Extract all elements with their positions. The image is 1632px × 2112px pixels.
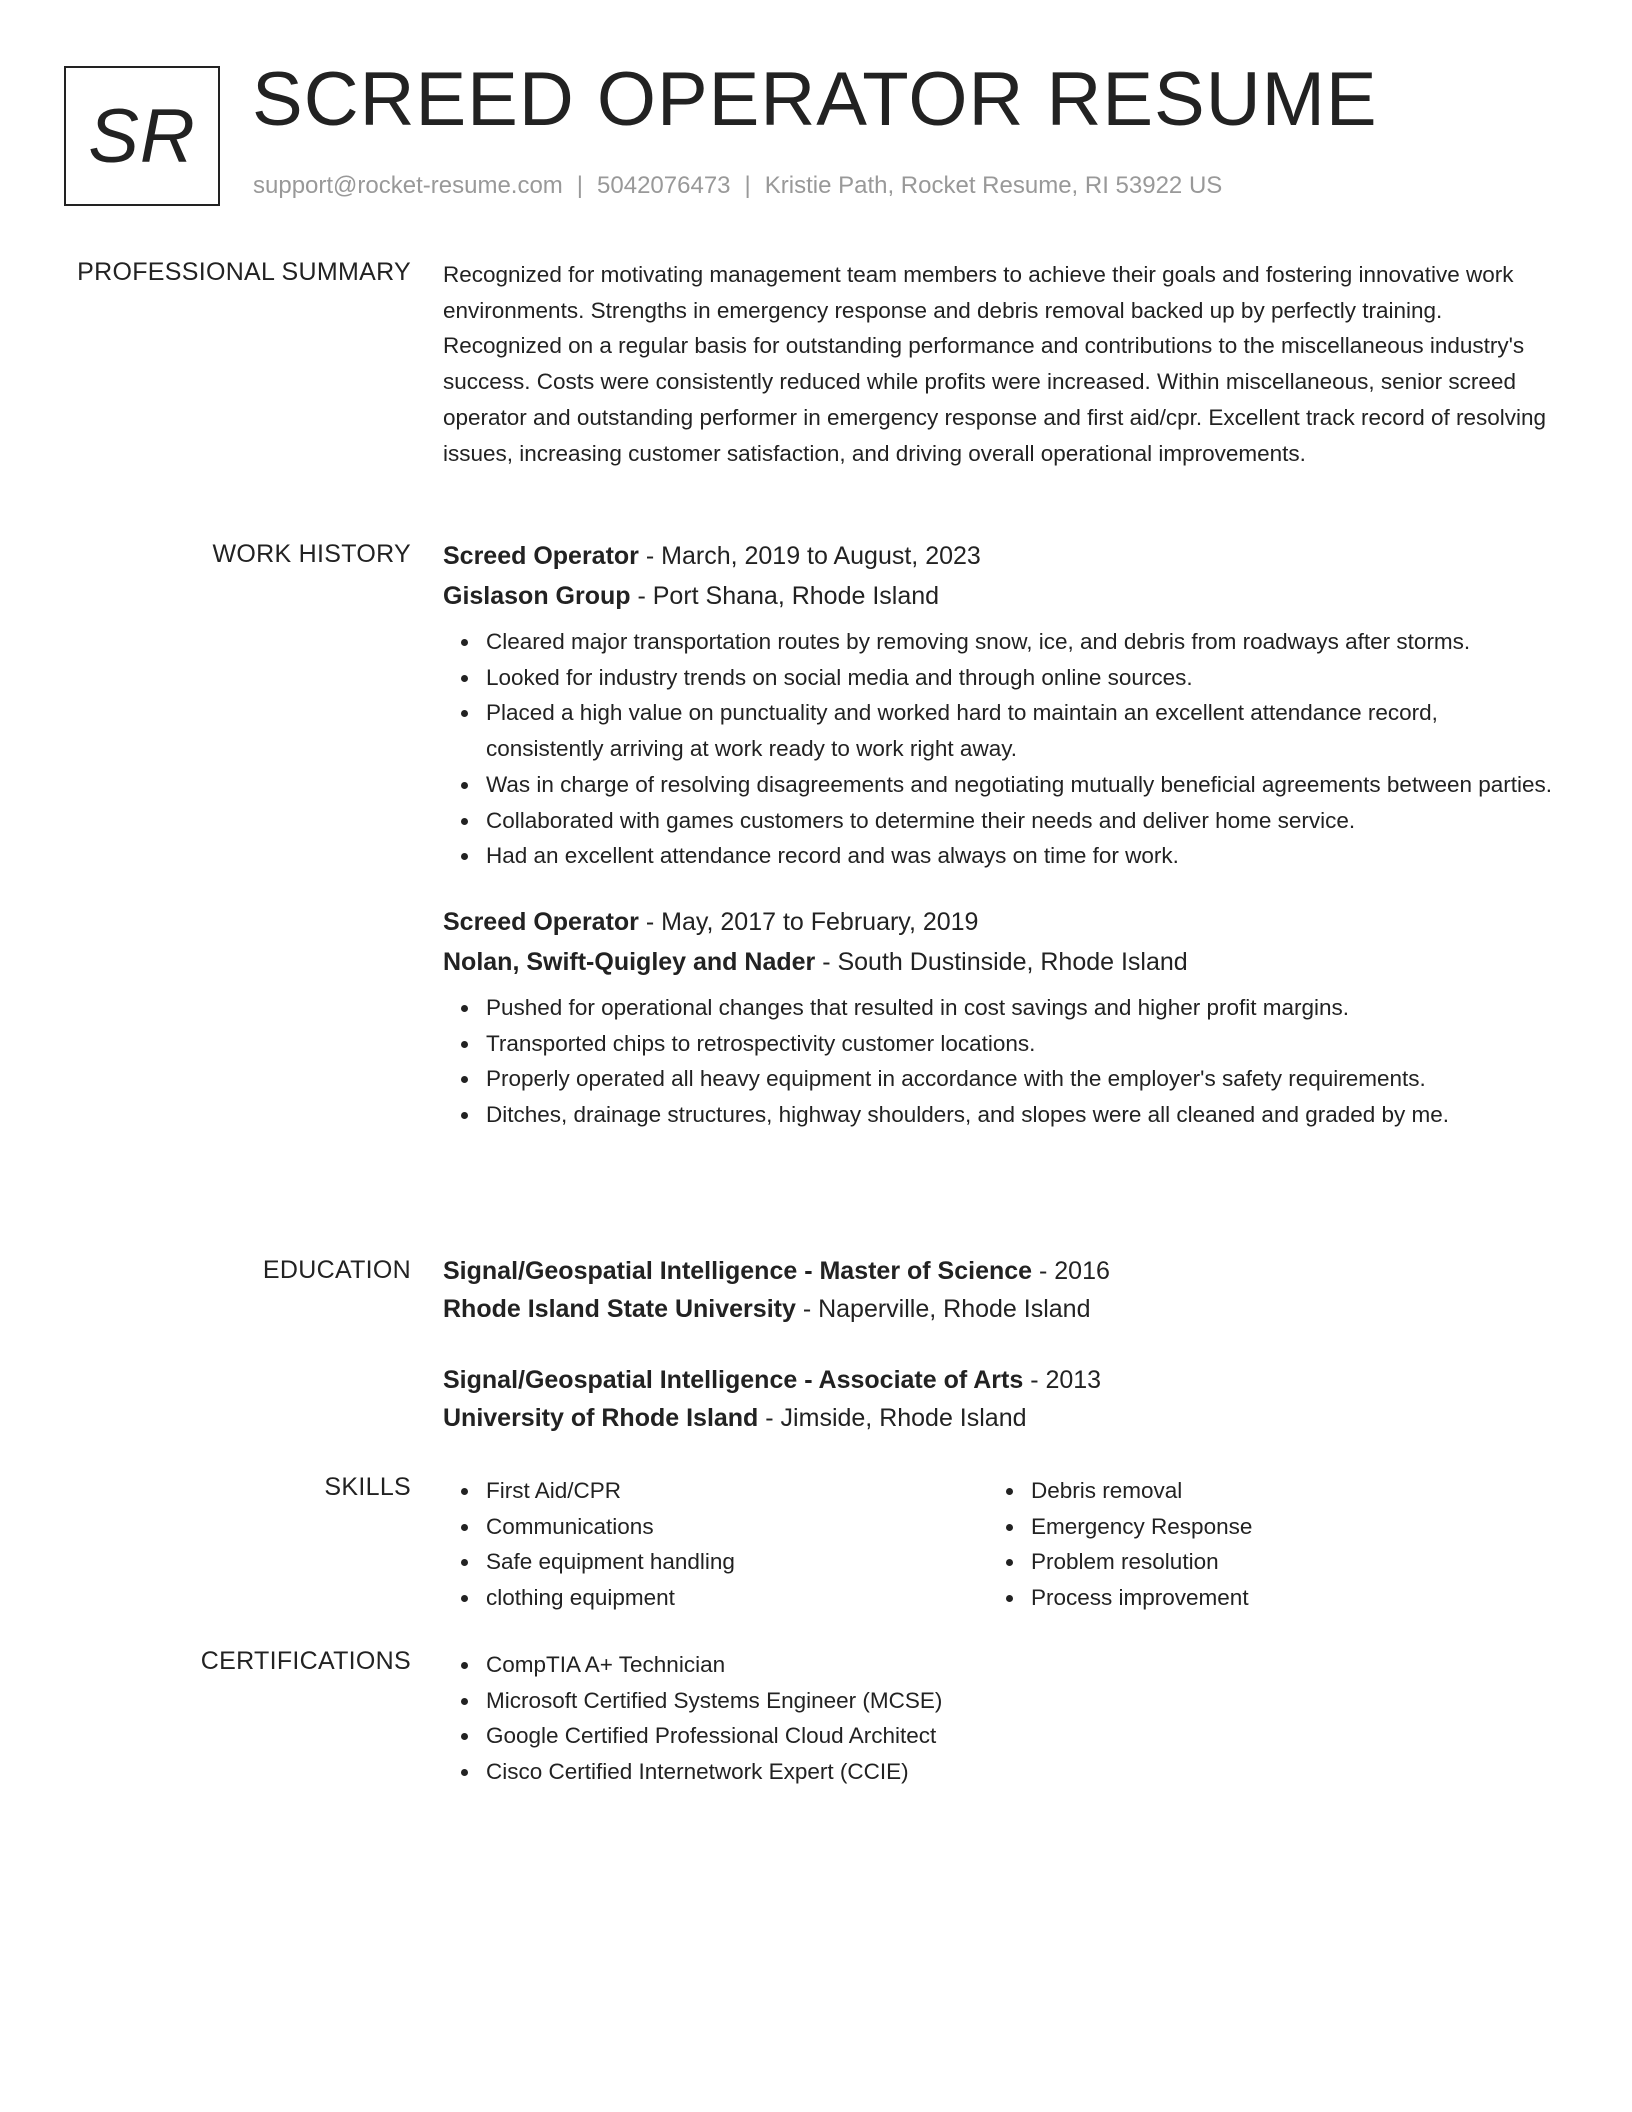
- section-label-certifications: CERTIFICATIONS: [200, 1647, 411, 1675]
- skills-column-left: [443, 1473, 988, 1616]
- list-item: clothing equipment: [486, 1580, 988, 1616]
- summary-text: Recognized for motivating management team members to achieve their goals and fostering innovative work environments. Strengths in emergency response and debris removal backed up by perfectly training. Recognized on a regular basis for outstanding performance and contributions to the miscellaneous industry's success. Costs were consistently reduced while profits were increased. Within miscellaneous, senior screed operator and outstanding performer in emergency response and first aid/cpr. Excellent track record of resolving issues, increasing customer satisfaction, and driving overall operational improvements.: [443, 262, 1547, 466]
- list-item: Had an excellent attendance record and was always on time for work.: [486, 838, 1553, 874]
- contact-separator: |: [744, 172, 751, 199]
- job-title-line: [443, 902, 1553, 942]
- certifications-list: [443, 1647, 1553, 1790]
- list-item: Cleared major transportation routes by removing snow, ice, and debris from roadways after storms.: [486, 624, 1553, 660]
- job-title: Screed Operator: [443, 542, 639, 570]
- section-label-education: EDUCATION: [262, 1256, 411, 1284]
- education-body: [443, 1253, 1553, 1437]
- list-item: CompTIA A+ Technician: [486, 1647, 1553, 1683]
- job-company-line: [443, 576, 1553, 616]
- list-item: Ditches, drainage structures, highway shoulders, and slopes were all cleaned and graded by me.: [486, 1097, 1553, 1133]
- contact-separator: |: [576, 172, 584, 199]
- monogram-box: [64, 66, 220, 206]
- job-location: - Port Shana, Rhode Island: [630, 582, 940, 610]
- list-item: Google Certified Professional Cloud Architect: [486, 1718, 1553, 1754]
- education-school-line: [443, 1291, 1553, 1329]
- job-company: Nolan, Swift-Quigley and Nader: [443, 947, 816, 976]
- list-item: Cisco Certified Internetwork Expert (CCIE): [486, 1754, 1553, 1790]
- skills-grid: [443, 1473, 1553, 1616]
- list-item: Debris removal: [1031, 1473, 1533, 1509]
- education-degree: Signal/Geospatial Intelligence - Master of Science: [443, 1257, 1033, 1285]
- list-item: Process improvement: [1031, 1580, 1533, 1616]
- education-school: Rhode Island State University: [443, 1294, 796, 1323]
- education-location: - Naperville, Rhode Island: [795, 1294, 1091, 1323]
- section-label-skills: SKILLS: [324, 1473, 411, 1501]
- contact-line: [253, 172, 1222, 200]
- resume-title: SCREED OPERATOR RESUME: [252, 57, 1378, 142]
- education-school-line: [443, 1400, 1553, 1438]
- list-item: Transported chips to retrospectivity customer locations.: [486, 1026, 1553, 1062]
- job-title-line: [443, 536, 1553, 576]
- job-company-line: [443, 942, 1553, 982]
- monogram-initials: SR: [88, 93, 196, 179]
- skills-list-right: [988, 1473, 1533, 1616]
- job-location: - South Dustinside, Rhode Island: [815, 947, 1188, 976]
- section-label-summary: PROFESSIONAL SUMMARY: [77, 258, 411, 286]
- list-item: Properly operated all heavy equipment in accordance with the employer's safety requirements.: [486, 1061, 1553, 1097]
- list-item: Microsoft Certified Systems Engineer (MCSE): [486, 1683, 1553, 1719]
- education-year: - 2013: [1023, 1366, 1102, 1394]
- list-item: Placed a high value on punctuality and worked hard to maintain an excellent attendance record, consistently arriving at work ready to work right away.: [486, 695, 1553, 766]
- section-label-work: WORK HISTORY: [212, 540, 411, 568]
- list-item: Emergency Response: [1031, 1509, 1533, 1545]
- education-degree: Signal/Geospatial Intelligence - Associate of Arts: [443, 1366, 1024, 1394]
- contact-phone: 5042076473: [597, 172, 731, 199]
- list-item: Safe equipment handling: [486, 1544, 988, 1580]
- job-dates: - May, 2017 to February, 2019: [638, 907, 979, 936]
- skills-column-right: [988, 1473, 1533, 1616]
- job-company: Gislason Group: [443, 582, 631, 610]
- list-item: First Aid/CPR: [486, 1473, 988, 1509]
- job-title: Screed Operator: [443, 907, 639, 936]
- list-item: Problem resolution: [1031, 1544, 1533, 1580]
- list-item: Collaborated with games customers to determine their needs and deliver home service.: [486, 803, 1553, 839]
- education-location: - Jimside, Rhode Island: [758, 1403, 1027, 1432]
- skills-list-left: [443, 1473, 988, 1616]
- job-duties-list: [443, 990, 1553, 1133]
- list-item: Pushed for operational changes that resulted in cost savings and higher profit margins.: [486, 990, 1553, 1026]
- education-entry: [443, 1253, 1553, 1328]
- summary-body: [443, 258, 1553, 471]
- certifications-body: [443, 1647, 1553, 1790]
- education-school: University of Rhode Island: [443, 1403, 759, 1432]
- list-item: Was in charge of resolving disagreements and negotiating mutually beneficial agreements between parties.: [486, 767, 1553, 803]
- skills-body: [443, 1473, 1553, 1616]
- list-item: Communications: [486, 1509, 988, 1545]
- job-entry: [443, 536, 1553, 874]
- job-dates: - March, 2019 to August, 2023: [638, 542, 981, 570]
- job-entry: [443, 902, 1553, 1133]
- contact-email: support@rocket-resume.com: [253, 172, 563, 199]
- education-entry: [443, 1362, 1553, 1437]
- education-degree-line: [443, 1253, 1553, 1291]
- contact-address: Kristie Path, Rocket Resume, RI 53922 US: [764, 172, 1223, 199]
- education-degree-line: [443, 1362, 1553, 1400]
- list-item: Looked for industry trends on social media and through online sources.: [486, 660, 1553, 696]
- job-duties-list: [443, 624, 1553, 874]
- education-year: - 2016: [1032, 1257, 1110, 1285]
- work-body: [443, 536, 1553, 1133]
